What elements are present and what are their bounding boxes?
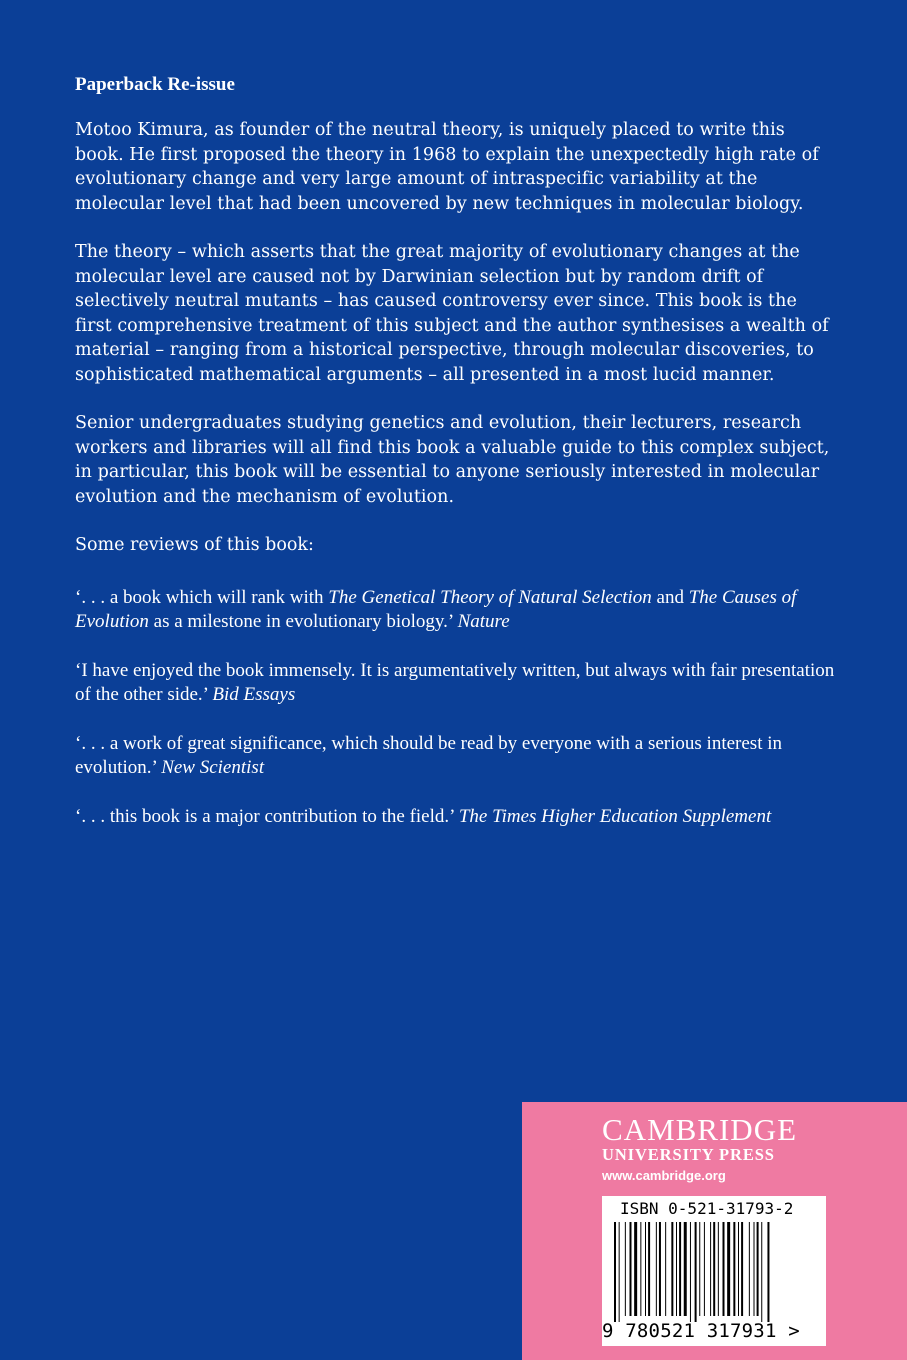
review-quote: ‘. . . a work of great significance, which should be read by everyone with a serious interest in evolution.’ New Scientist (75, 732, 782, 778)
review-source: Bid Essays (212, 684, 296, 705)
barcode-bar (614, 1222, 616, 1322)
barcode-bar (665, 1222, 666, 1316)
barcode-bar (713, 1222, 715, 1316)
barcode-bar (727, 1222, 730, 1316)
barcode-bar (704, 1222, 705, 1316)
description-paragraph: Senior undergraduates studying genetics and evolution, their lecturers, research workers and libraries will all find this book a valuable guide to this complex subject, in particular, this book will be essential to anyone seriously interested in molecular evolution and the mechanism of evolution. (75, 413, 830, 507)
barcode-bar (733, 1222, 735, 1316)
review-quote: ‘. . . a book which will rank with The Genetical Theory of Natural Selection and The Causes of Evolution as a milestone in evolutionary biology.’ Nature (75, 586, 797, 632)
barcode-bar (645, 1222, 646, 1316)
barcode-bar (679, 1222, 681, 1316)
publisher-subtitle: UNIVERSITY PRESS (602, 1145, 775, 1164)
barcode-bar (699, 1222, 700, 1316)
barcode-bar (619, 1222, 620, 1322)
barcode-bar (656, 1222, 657, 1316)
review-quote: ‘. . . this book is a major contribution to the field.’ The Times Higher Education Supplement (75, 805, 772, 827)
barcode-bar (634, 1222, 637, 1316)
publisher-name: CAMBRIDGE (602, 1112, 798, 1147)
barcode-bar (684, 1222, 687, 1316)
reviews-intro: Some reviews of this book: (75, 535, 314, 555)
barcode-bar (749, 1222, 750, 1316)
barcode-bar (659, 1222, 661, 1316)
publisher-box (522, 1102, 907, 1360)
barcode-bar (625, 1222, 626, 1316)
isbn-text: ISBN 0-521-31793-2 (620, 1199, 794, 1218)
barcode-bar (648, 1222, 650, 1316)
barcode-bar (690, 1222, 691, 1322)
barcode-bar (738, 1222, 739, 1316)
barcode (602, 1196, 826, 1346)
review-source: Nature (457, 611, 510, 632)
barcode-bar (640, 1222, 641, 1316)
barcode-bar (767, 1222, 769, 1322)
barcode-bar (761, 1222, 762, 1322)
back-cover-text (75, 74, 835, 853)
barcode-bar (723, 1222, 725, 1316)
barcode-bar (754, 1222, 755, 1316)
review-source: The Times Higher Education Supplement (458, 805, 772, 827)
review-quote: ‘I have enjoyed the book immensely. It is argumentatively written, but always with fair presentation of the other side.’ Bid Essays (75, 659, 835, 705)
description-paragraph: The theory – which asserts that the great majority of evolutionary changes at the molecular level are caused not by Darwinian selection but by random drift of selectively neutral mutants – has caused controversy ever since. This book is the first comprehensive treatment of this subject and the author synthesises a wealth of material – ranging from a historical perspective, through molecular discoveries, to sophisticated mathematical arguments – all presented in a most lucid manner. (75, 242, 829, 385)
description-paragraph: Motoo Kimura, as founder of the neutral theory, is uniquely placed to write this book. He first proposed the theory in 1968 to explain the unexpectedly high rate of evolutionary change and very large amount of intraspecific variability at the molecular level that had been uncovered by new techniques in molecular biology. (75, 120, 819, 214)
barcode-bar (695, 1222, 697, 1322)
reissue-heading: Paperback Re-issue (75, 74, 235, 95)
review-source: New Scientist (161, 757, 265, 778)
barcode-bar (741, 1222, 743, 1316)
barcode-bars-icon (612, 1222, 816, 1322)
barcode-bar (710, 1222, 711, 1316)
barcode-bar (718, 1222, 719, 1316)
barcode-bar (630, 1222, 632, 1316)
publisher-url: www.cambridge.org (602, 1168, 726, 1183)
barcode-bar (676, 1222, 677, 1316)
barcode-bar (757, 1222, 759, 1316)
barcode-bar (671, 1222, 673, 1316)
ean-digits: 9 780521 317931 > (602, 1320, 800, 1342)
